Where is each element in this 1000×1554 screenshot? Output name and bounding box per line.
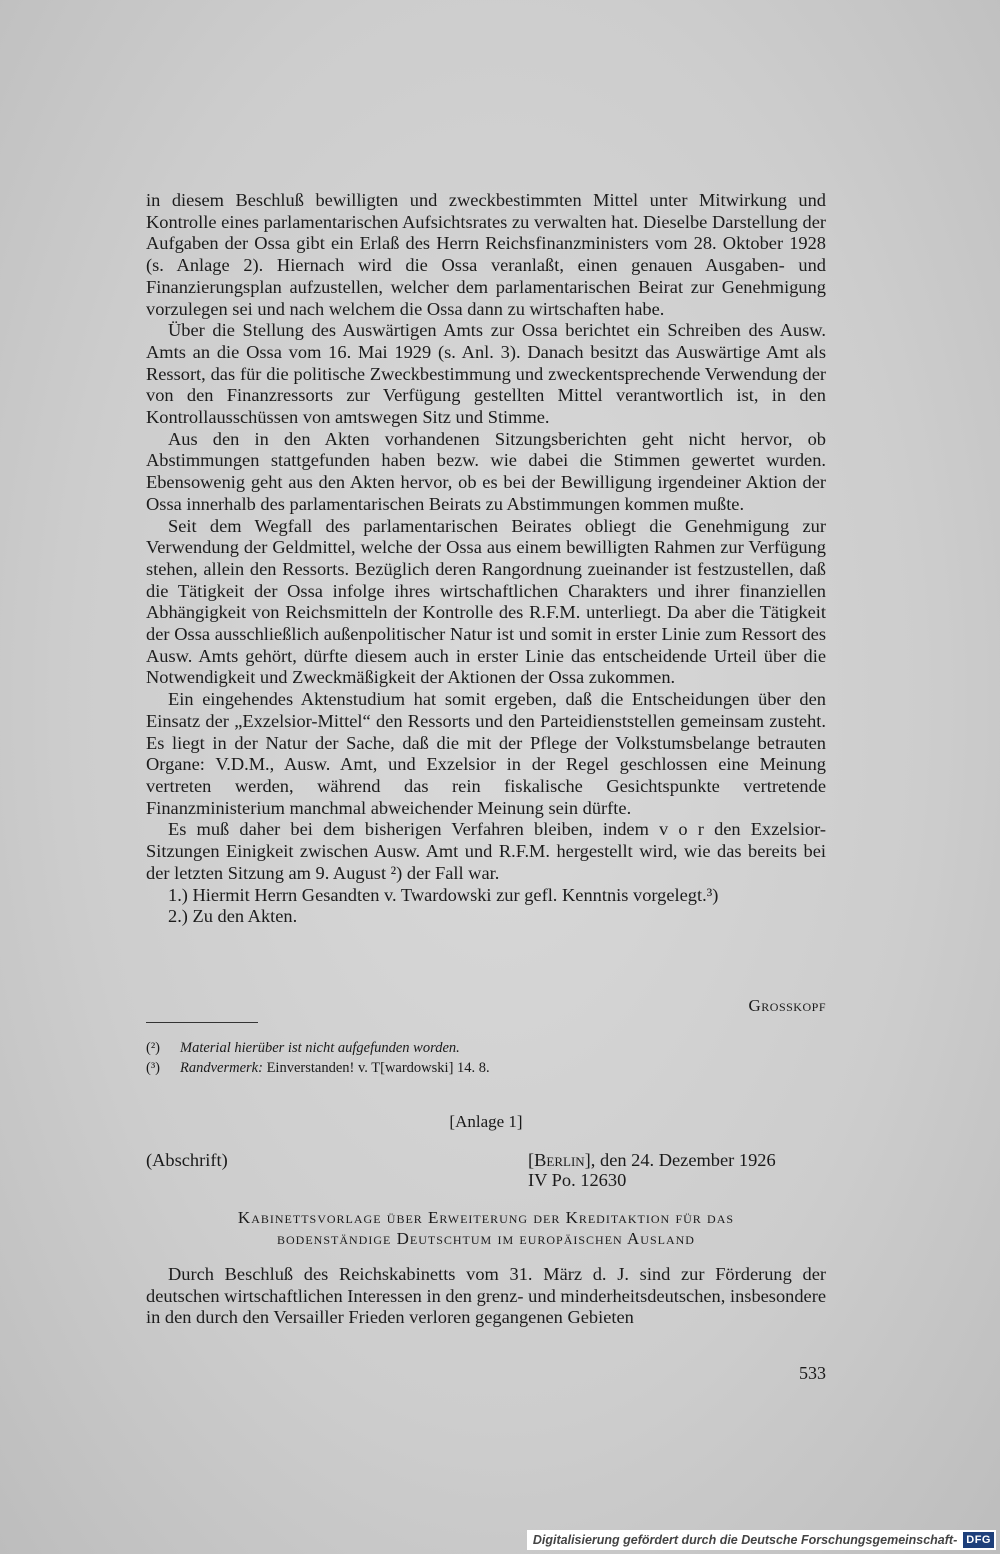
footnote-text: Einverstanden! v. T[wardowski] 14. 8.	[262, 1060, 490, 1076]
copy-label: (Abschrift)	[146, 1150, 228, 1170]
body-paragraph: Es muß daher bei dem bisherigen Verfahren bleiben, indem v o r den Exzelsior-Sitzungen Einigkeit zwischen Ausw. Amt und R.F.M. hergestellt wird, wie das bereits bei der letzten Sitzung am 9. August ²) der Fall war.	[146, 819, 826, 883]
credit-text: Digitalisierung gefördert durch die Deutsche Forschungsgemeinschaft	[532, 1533, 954, 1547]
footnote-number: (²)	[146, 1040, 161, 1056]
footnote	[146, 1038, 826, 1058]
footnotes	[146, 1038, 826, 1078]
footnote-divider	[146, 1022, 258, 1023]
page-number: 533	[799, 1363, 826, 1383]
footnote	[146, 1058, 826, 1078]
dateline-reference: IV Po. 12630	[528, 1170, 627, 1190]
dateline-city: [Berlin]	[528, 1150, 591, 1170]
document-heading	[146, 1207, 826, 1249]
signature: Grosskopf	[748, 996, 826, 1015]
body-paragraph: Seit dem Wegfall des parlamentarischen Beirates obliegt die Genehmigung zur Verwendung der Geldmittel, welche der Ossa aus einem bewilligten Rahmen zur Verfügung stehen, allein den Ressorts. Bezüglich deren Rangordnung zueinander ist festzustellen, daß die Tätigkeit der Ossa infolge ihres wirtschaftlichen Charakters und ihrer finanziellen Abhängigkeit von Reichsmitteln der Kontrolle des R.F.M. unterliegt. Da aber die Tätigkeit der Ossa ausschließlich außenpolitischer Natur ist und somit in erster Linie zum Ressort des Ausw. Amts gehört, dürfte diesem auch in erster Linie das entscheidende Urteil über die Notwendigkeit und Zweckmäßigkeit der Aktionen der Ossa zukommen.	[146, 515, 826, 688]
dateline-place-date	[528, 1150, 828, 1170]
main-body-text	[146, 190, 826, 928]
body-paragraph: Durch Beschluß des Reichskabinetts vom 31. März d. J. sind zur Förderung der deutschen wirtschaftlichen Interessen in den grenz- und minderheitsdeutschen, insbesondere in den durch den Versailler Frieden verloren gegangenen Gebieten	[146, 1264, 826, 1328]
dfg-logo-icon: DFG	[963, 1532, 994, 1548]
list-item: 1.) Hiermit Herrn Gesandten v. Twardowski zur gefl. Kenntnis vorgelegt.³)	[168, 884, 719, 905]
list-item: 2.) Zu den Akten.	[168, 906, 298, 927]
heading-line: Kabinettsvorlage über Erweiterung der Kreditaktion für das	[237, 1208, 735, 1227]
footnote-italic-text: Randvermerk:	[180, 1060, 263, 1076]
heading-line: bodenständige Deutschtum im europäischen Ausland	[277, 1229, 695, 1248]
appendix-label: [Anlage 1]	[449, 1112, 523, 1131]
body-paragraph: Aus den in den Akten vorhandenen Sitzungsberichten geht nicht hervor, ob Abstimmungen stattgefunden haben bezw. wie dabei die Stimmen gewertet wurden. Ebensowenig geht aus den Akten hervor, ob es bei der Bewilligung irgendeiner Aktion der Ossa innerhalb des parlamentarischen Beirats zu Abstimmungen kommen mußte.	[146, 428, 826, 514]
footnote-number: (³)	[146, 1060, 161, 1076]
credit-separator: -	[953, 1533, 958, 1547]
body-paragraph: Ein eingehendes Aktenstudium hat somit ergeben, daß die Entscheidungen über den Einsatz der „Exzelsior-Mittel“ den Ressorts und den Parteidienststellen gemeinsam zusteht. Es liegt in der Natur der Sache, daß die mit der Pflege der Volkstumsbelange betrauten Organe: V.D.M., Ausw. Amt, und Exzelsior in der Regel geschlossen eine Meinung vertreten werden, während das rein fiskalische Gesichtspunkte vertretende Finanzministerium manchmal abweichender Meinung sein dürfte.	[146, 689, 826, 818]
appendix-body-text	[146, 1264, 826, 1329]
footnote-italic-text: Material hierüber ist nicht aufgefunden worden.	[180, 1040, 460, 1056]
body-paragraph: Über die Stellung des Auswärtigen Amts zur Ossa berichtet ein Schreiben des Ausw. Amts an die Ossa vom 16. Mai 1929 (s. Anl. 3). Danach besitzt das Auswärtige Amt als Ressort, das für die politische Zweckbestimmung und zweckentsprechende Verwendung der von den Finanzressorts zur Verfügung gestellten Mittel verantwortlich ist, in den Kontrollausschüssen von amtswegen Sitz und Stimme.	[146, 320, 826, 428]
digitization-credit[interactable]	[527, 1530, 996, 1550]
dateline	[528, 1150, 828, 1190]
dateline-date: , den 24. Dezember 1926	[590, 1150, 776, 1170]
body-paragraph: in diesem Beschluß bewilligten und zweckbestimmten Mittel unter Mitwirkung und Kontrolle eines parlamentarischen Aufsichtsrates zu verwalten hat. Dieselbe Darstellung der Aufgaben der Ossa gibt ein Erlaß des Herrn Reichsfinanzministers vom 28. Oktober 1928 (s. Anlage 2). Hiernach wird die Ossa veranlaßt, einen genauen Ausgaben- und Finanzierungsplan aufzustellen, welcher dem parlamentarischen Beirat zur Genehmigung vorzulegen sei und nach welchem die Ossa dann zu wirtschaften habe.	[146, 190, 826, 319]
